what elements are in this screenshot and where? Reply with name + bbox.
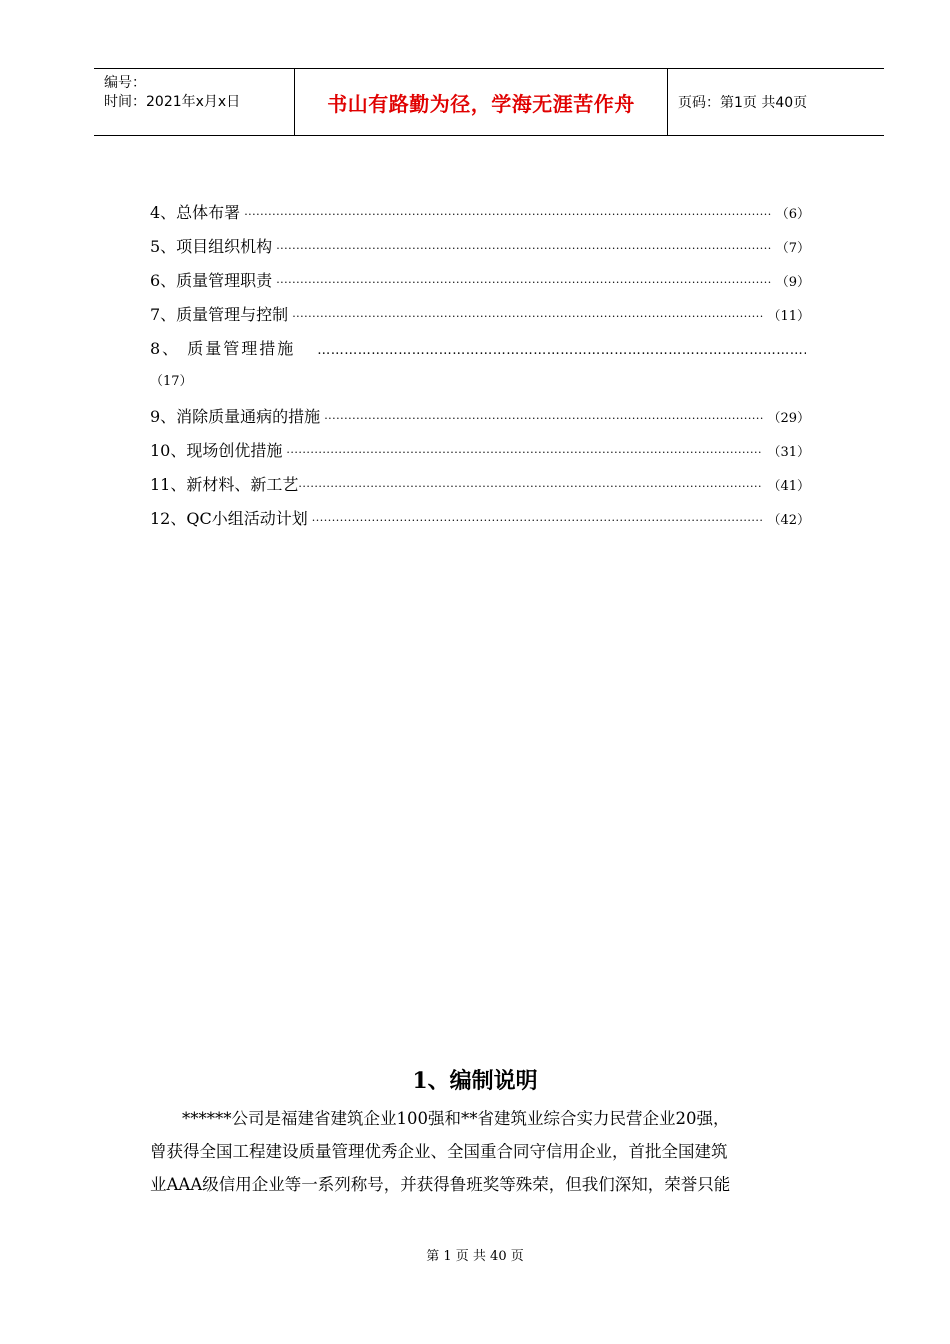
toc-item-page: （7） [775, 241, 810, 256]
toc-leader [286, 446, 763, 459]
section-title: 1、编制说明 [412, 1068, 538, 1094]
toc-item-title: 10、现场创优措施 [150, 441, 283, 460]
toc-leader [312, 514, 764, 527]
paragraph-line: 曾获得全国工程建设质量管理优秀企业、全国重合同守信用企业，首批全国建筑 [150, 1142, 728, 1161]
toc-leader [317, 343, 806, 358]
toc-item-page: （6） [775, 207, 810, 222]
toc-item-title: 12、QC小组活动计划 [150, 509, 308, 528]
toc-leader [244, 208, 772, 221]
toc-item-page: （17） [150, 374, 193, 389]
motto-cell [295, 69, 668, 135]
page-info: 页码：第1页 共40页 [678, 95, 808, 111]
toc-leader [276, 276, 772, 289]
toc-item-title: 11、新材料、新工艺 [150, 475, 299, 494]
time-label: 时间：2021年x月x日 [104, 94, 241, 110]
toc-item [150, 506, 810, 540]
toc-item [150, 200, 810, 234]
toc-item-title: 4、总体布署 [150, 203, 241, 222]
table-of-contents [150, 200, 810, 540]
toc-item [150, 404, 810, 438]
toc-item-page: （42） [767, 513, 810, 528]
toc-item-title: 6、质量管理职责 [150, 271, 273, 290]
toc-item [150, 268, 810, 302]
number-label: 编号： [104, 75, 146, 91]
paragraph-line: ******公司是福建省建筑企业100强和**省建筑业综合实力民营企业20强， [182, 1109, 730, 1128]
toc-item-title: 7、质量管理与控制 [150, 305, 289, 324]
page-footer: 第 1 页 共 40 页 [426, 1249, 524, 1264]
toc-item [150, 302, 810, 336]
toc-leader [276, 242, 772, 255]
toc-item-page: （11） [767, 309, 810, 324]
toc-leader [324, 412, 763, 425]
paragraph-line: 业AAA级信用企业等一系列称号，并获得鲁班奖等殊荣，但我们深知，荣誉只能 [150, 1175, 731, 1194]
motto-text: 书山有路勤为径，学海无涯苦作舟 [327, 91, 635, 116]
toc-item [150, 234, 810, 268]
header-meta-cell [94, 69, 295, 135]
toc-item-page: （41） [767, 479, 810, 494]
page-info-cell [668, 69, 884, 135]
toc-item-title: 5、项目组织机构 [150, 237, 273, 256]
toc-item-page: （29） [767, 411, 810, 426]
toc-leader [292, 310, 763, 323]
toc-item [150, 472, 810, 506]
toc-item-page: （31） [767, 445, 810, 460]
toc-item-title: 9、消除质量通病的措施 [150, 407, 321, 426]
section-paragraph [150, 1102, 830, 1201]
toc-leader [298, 480, 763, 493]
toc-item-title: 8、 质量管理措施 [150, 339, 296, 358]
toc-item [150, 336, 810, 370]
toc-item [150, 438, 810, 472]
header-table [94, 68, 884, 136]
toc-item-page: （9） [775, 275, 810, 290]
